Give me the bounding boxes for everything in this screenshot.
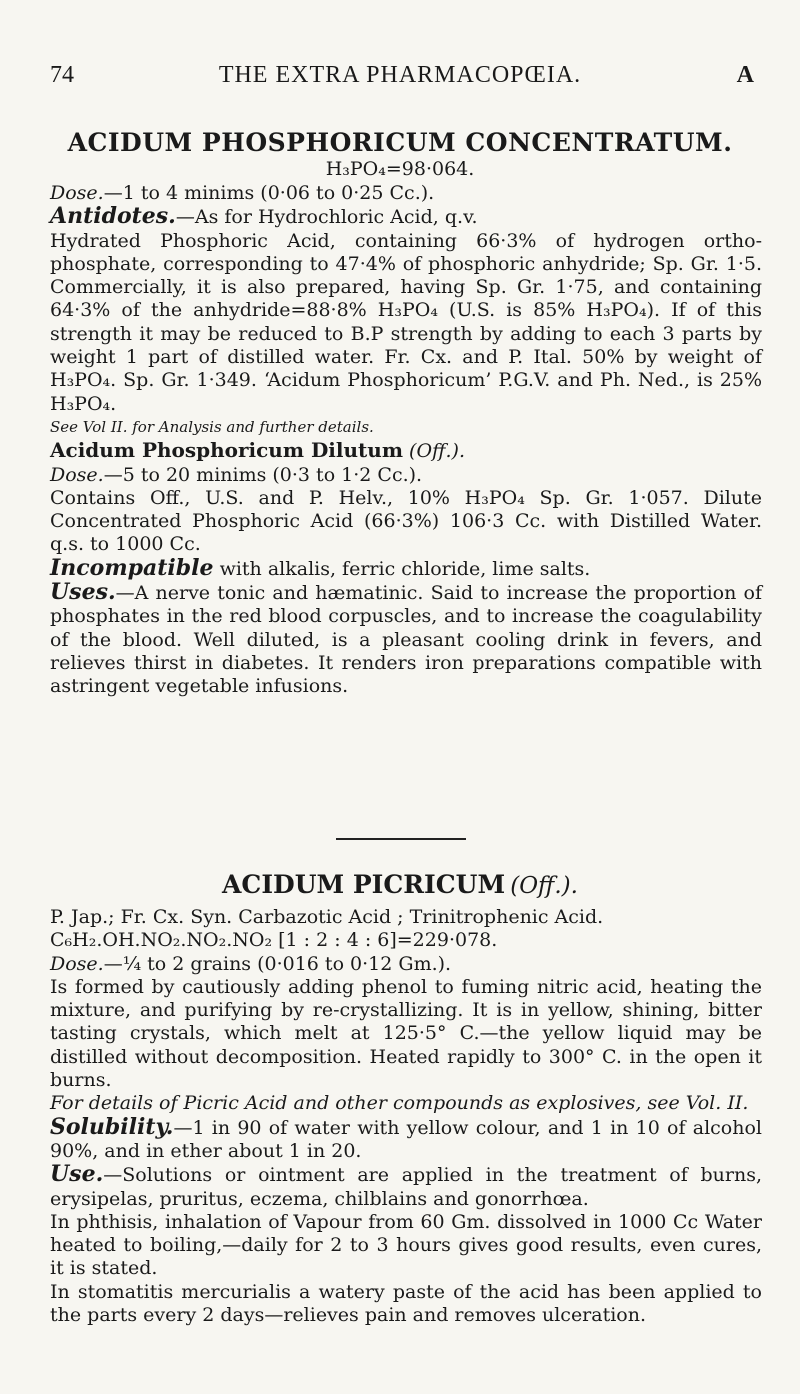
dose-label: Dose.	[50, 182, 104, 204]
stomatitis-paragraph: In stomatitis mercurialis a watery paste of the acid has been applied to the parts every 2 days—relieves pain and removes ulceration.	[50, 1280, 762, 1327]
section-letter: A	[736, 62, 754, 88]
uses-label: Uses.	[50, 579, 116, 606]
antidotes-label: Antidotes.	[50, 203, 176, 230]
use-text: —Solutions or ointment are applied in the treatment of burns, erysipelas, pruritus, eczema, chilblains and gonorrhœa.	[50, 1164, 762, 1210]
official-mark: (Off.).	[510, 873, 578, 899]
entry-title: ACIDUM PICRICUM	[222, 870, 506, 899]
official-mark: (Off.).	[409, 440, 465, 463]
entry3-body	[50, 906, 762, 1327]
entry1-body	[50, 182, 762, 699]
incompatible-text: with alkalis, ferric chloride, lime salts.	[213, 557, 591, 580]
entry2-paragraph: Contains Off., U.S. and P. Helv., 10% H₃PO₄ Sp. Gr. 1·057. Dilute Concentrated Phosphoric Acid (66·3%) 106·3 Cc. with Distilled Water. q.s. to 1000 Cc.	[50, 486, 762, 556]
page-number: 74	[50, 62, 74, 88]
antidotes-text: —As for Hydrochloric Acid, q.v.	[175, 206, 478, 229]
synonyms: P. Jap.; Fr. Cx. Syn. Carbazotic Acid ; Trinitrophenic Acid.	[50, 906, 604, 928]
incompatible-label: Incompatible	[50, 554, 214, 581]
uses-text: —A nerve tonic and hæmatinic. Said to increase the proportion of phosphates in the red blood corpuscles, and to increase the coagulability of the blood. Well diluted, is a pleasant cooling drink in fevers, and relieves thirst in diabetes. It renders iron preparations compatible with astringent vegetable infusions.	[50, 582, 762, 698]
section-divider	[336, 838, 466, 840]
entry1-paragraph: Hydrated Phosphoric Acid, containing 66·3% of hydrogen ortho-phosphate, corresponding to 47·4% of phosphoric anhydride; Sp. Gr. 1·5. Commercially, it is also prepared, having Sp. Gr. 1·75, and containing 64·3% of the anhydride=88·8% H₃PO₄ (U.S. is 85% H₃PO₄). If of this strength it may be reduced to B.P strength by adding to each 3 parts by weight 1 part of distilled water. Fr. Cx. and P. Ital. 50% by weight of H₃PO₄. Sp. Gr. 1·349. ‘Acidum Phosphoricum’ P.G.V. and Ph. Ned., is 25% H₃PO₄.	[50, 229, 762, 415]
phthisis-paragraph: In phthisis, inhalation of Vapour from 60 Gm. dissolved in 1000 Cc Water heated to boiling,—daily for 2 to 3 hours gives good results, even cures, it is stated.	[50, 1210, 762, 1280]
dose-text: —¼ to 2 grains (0·016 to 0·12 Gm.).	[103, 952, 452, 975]
see-note: See Vol II. for Analysis and further details.	[50, 417, 374, 436]
dose-label: Dose.	[50, 463, 104, 486]
solubility-text: —1 in 90 of water with yellow colour, and 1 in 10 of alcohol 90%, and in ether about 1 in 20.	[50, 1116, 762, 1162]
solubility-label: Solubility.	[50, 1113, 174, 1140]
entry-formula: H₃PO₄=98·064.	[325, 158, 475, 180]
subentry-title: Acidum Phosphoricum Dilutum	[50, 438, 403, 463]
use-label: Use.	[50, 1161, 104, 1188]
entry3-paragraph: Is formed by cautiously adding phenol to fuming nitric acid, heating the mixture, and purifying by re-crystallizing. It is in yellow, shining, bitter tasting crystals, which melt at 125·5° C.—the yellow liquid may be distilled without decomposition. Heated rapidly to 300° C. in the open it burns.	[50, 975, 762, 1092]
entry-title: ACIDUM PHOSPHORICUM CONCENTRATUM.	[67, 128, 733, 157]
running-header	[0, 62, 800, 102]
dose-text: —5 to 20 minims (0·3 to 1·2 Cc.).	[103, 463, 423, 486]
entry-formula: C₆H₂.OH.NO₂.NO₂.NO₂ [1 : 2 : 4 : 6]=229·078.	[50, 929, 498, 952]
running-title: THE EXTRA PHARMACOPŒIA.	[218, 62, 582, 88]
dose-label: Dose.	[50, 952, 104, 975]
see-note: For details of Picric Acid and other compounds as explosives, see Vol. II.	[50, 1092, 749, 1115]
entry3-heading	[0, 870, 800, 899]
dose-text: —1 to 4 minims (0·06 to 0·25 Cc.).	[103, 182, 435, 204]
